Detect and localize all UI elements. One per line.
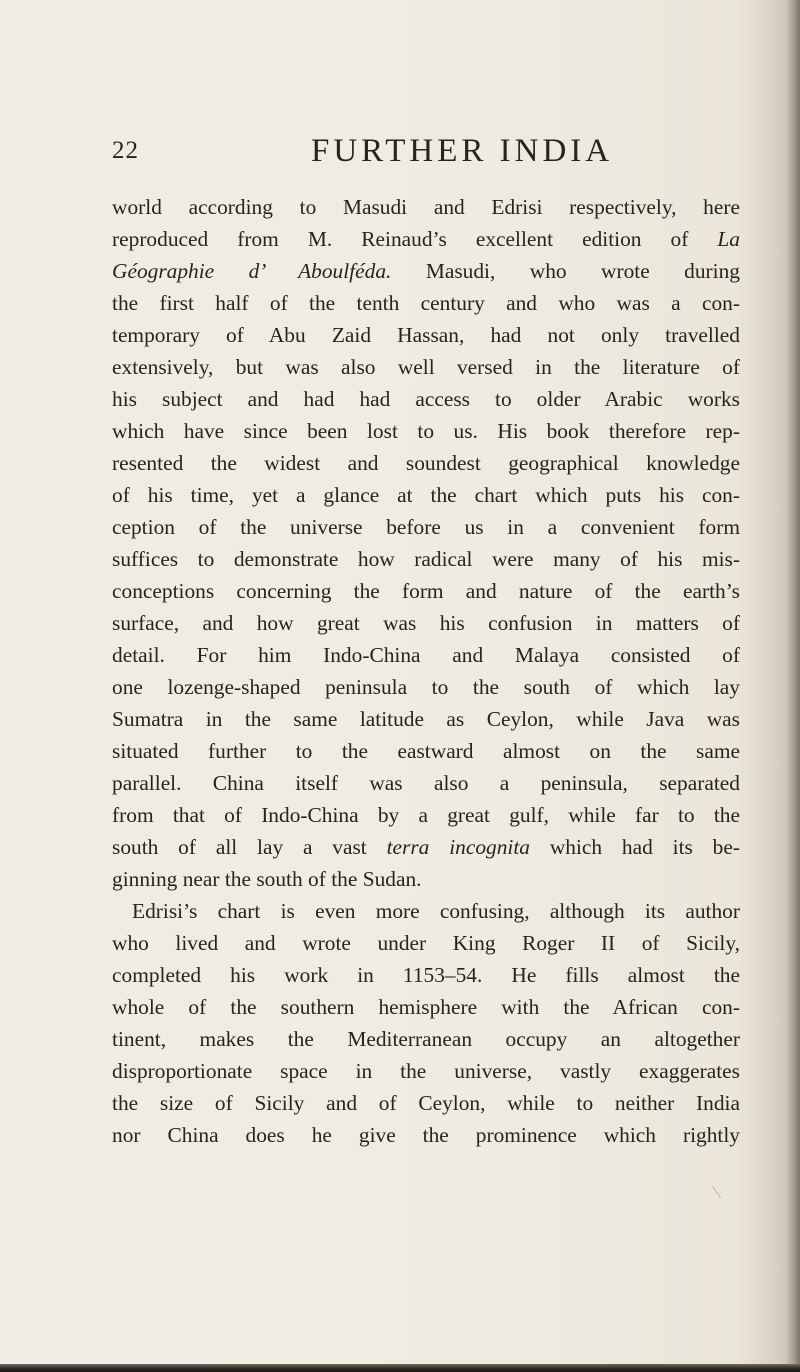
text-line: resented the widest and soundest geographical knowledge <box>112 451 740 475</box>
text-segment: reproduced from M. Reinaud’s excellent edition of <box>112 227 689 251</box>
text-line: suffices to demonstrate how radical were many of his mis- <box>112 547 740 571</box>
text-line: Sumatra in the same latitude as Ceylon, while Java was <box>112 707 740 731</box>
text-line: parallel. China itself was also a peninsula, separated <box>112 771 740 795</box>
text-line: ginning near the south of the Sudan. <box>112 867 422 891</box>
text-line: one lozenge-shaped peninsula to the south of which lay <box>112 675 740 699</box>
text-line: conceptions concerning the form and nature of the earth’s <box>112 579 740 603</box>
page-header <box>0 133 800 175</box>
italic-phrase: terra incognita <box>386 835 530 859</box>
text-line: world according to Masudi and Edrisi respectively, here <box>112 195 740 219</box>
text-line: Edrisi’s chart is even more confusing, although its author <box>132 899 740 923</box>
text-line: the size of Sicily and of Ceylon, while to neither India <box>112 1091 740 1115</box>
body-text <box>112 191 740 1151</box>
text-line: situated further to the eastward almost on the same <box>112 739 740 763</box>
page-number: 22 <box>112 137 139 164</box>
text-line: disproportionate space in the universe, vastly exaggerates <box>112 1059 740 1083</box>
pencil-mark <box>704 1186 721 1204</box>
text-segment: which had its be- <box>549 835 740 859</box>
text-line: his subject and had had access to older Arabic works <box>112 387 740 411</box>
text-line: detail. For him Indo-China and Malaya consisted of <box>112 643 740 667</box>
page-bottom-edge <box>0 1364 800 1372</box>
text-line <box>112 831 740 863</box>
text-line: surface, and how great was his confusion in matters of <box>112 611 740 635</box>
text-line: extensively, but was also well versed in the literature of <box>112 355 740 379</box>
text-line: tinent, makes the Mediterranean occupy an altogether <box>112 1027 740 1051</box>
text-segment: south of all lay a vast <box>112 835 367 859</box>
page-edge-shadow <box>786 0 800 1372</box>
text-line: nor China does he give the prominence which rightly <box>112 1123 740 1147</box>
text-line: of his time, yet a glance at the chart which puts his con- <box>112 483 740 507</box>
text-line: who lived and wrote under King Roger II of Sicily, <box>112 931 740 955</box>
text-line: completed his work in 1153–54. He fills almost the <box>112 963 740 987</box>
text-line: temporary of Abu Zaid Hassan, had not only travelled <box>112 323 740 347</box>
text-line: the first half of the tenth century and who was a con- <box>112 291 740 315</box>
text-segment: Masudi, who wrote during <box>425 259 740 283</box>
text-line <box>112 223 740 255</box>
text-line <box>112 255 740 287</box>
text-line: from that of Indo-China by a great gulf, while far to the <box>112 803 740 827</box>
running-head: FURTHER INDIA <box>311 133 614 169</box>
text-line: which have since been lost to us. His book therefore rep- <box>112 419 740 443</box>
italic-title: Géographie d’ Aboulféda. <box>112 259 392 283</box>
text-line: whole of the southern hemisphere with the African con- <box>112 995 740 1019</box>
italic-title: La <box>717 227 740 251</box>
text-line: ception of the universe before us in a convenient form <box>112 515 740 539</box>
